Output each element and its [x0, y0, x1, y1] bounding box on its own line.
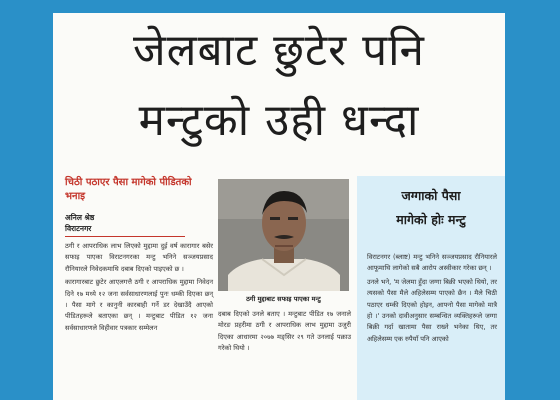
box-story-paragraph: उनले भने, 'म जेलमा हुँदा जग्गा बिक्री भएको थियो, तर त्यसको पैसा मैले अहिलेसम्म पाएको छैन । मैले चिठी पठाएर धम्की दिएको होइन, आफ्नो पैसा मागेको मात्रै हो ।' उनको दावीअनुसार सम्बन्धित व्यक्तिहरूले जग्गा बिक्री गर्दा खातामा पैसा राख्ने भनेका थिए, तर अहिलेसम्म एक रुपैयाँ पनि आएको — [367, 277, 497, 343]
headline-line-1: जेलबाट छुटेर पनि — [133, 25, 425, 76]
middle-column-text: दबाब दिएको उनले बताए । मन्टुबाट पीडित १७ जनाले मोरङ प्रहरीमा ठगी र आपराधिक लाभ मुद्दामा उजुरी दिएका आधारमा २०७७ मङ्सिर २९ गते उनलाई पक्राउ गरेको थियो । — [218, 310, 351, 353]
side-story-title: चिठी पठाएर पैसा मागेको पीडितको भनाइ — [65, 177, 192, 202]
side-story — [65, 176, 213, 336]
box-story-title — [365, 184, 497, 232]
news-photo — [218, 179, 349, 291]
photo-caption: ठगी मुद्दाबाट सफाइ पाएका मन्टु — [246, 295, 321, 303]
byline-author: अनिल श्रेष्ठ — [65, 213, 95, 222]
box-story-paragraph: विराटनगर (ब्लाष्ट) मन्टु भनिने सञ्जयप्रसाद रौनियारले आफूमाथि लागेको सबै आरोप अस्वीकार गरेका छन् । — [367, 253, 497, 273]
byline-place: विराटनगर — [65, 224, 92, 233]
newspaper-page — [53, 13, 505, 400]
box-story-title-line-1: जग्गाको पैसा — [401, 188, 461, 203]
box-story-title-line-2: मागेको होः मन्टु — [396, 212, 466, 227]
side-story-paragraph: ठगी र आपराधिक लाभ लिएको मुद्दामा दुई वर्ष कारागार बसेर सफाइ पाएका विराटनगरका मन्टु भनिने सञ्जयप्रसाद रौनियारले निवेदकमाथि दबाब दिएको पाइएको छ । — [65, 242, 213, 273]
headline-line-2: मन्टुको उही धन्दा — [138, 95, 420, 146]
box-story — [357, 176, 505, 400]
portrait-photo-illustration — [218, 179, 349, 291]
side-story-paragraph: कारागारबाट छुटेर आएलगत्तै ठगी र आपराधिक मुद्दामा निवेदन दिने १७ मध्ये १२ जना सर्वसाधारणलाई पुनः धम्की दिएका छन् । पैसा मागे र कानुनी कारबाही गर्ने डर देखाउँदै आएको पीडितहरूले बताएका छन् । मन्टुबाट पीडित १२ जना सर्वसाधारणले विहीवार पत्रकार सम्मेलन — [65, 278, 213, 332]
byline-divider — [65, 236, 185, 237]
